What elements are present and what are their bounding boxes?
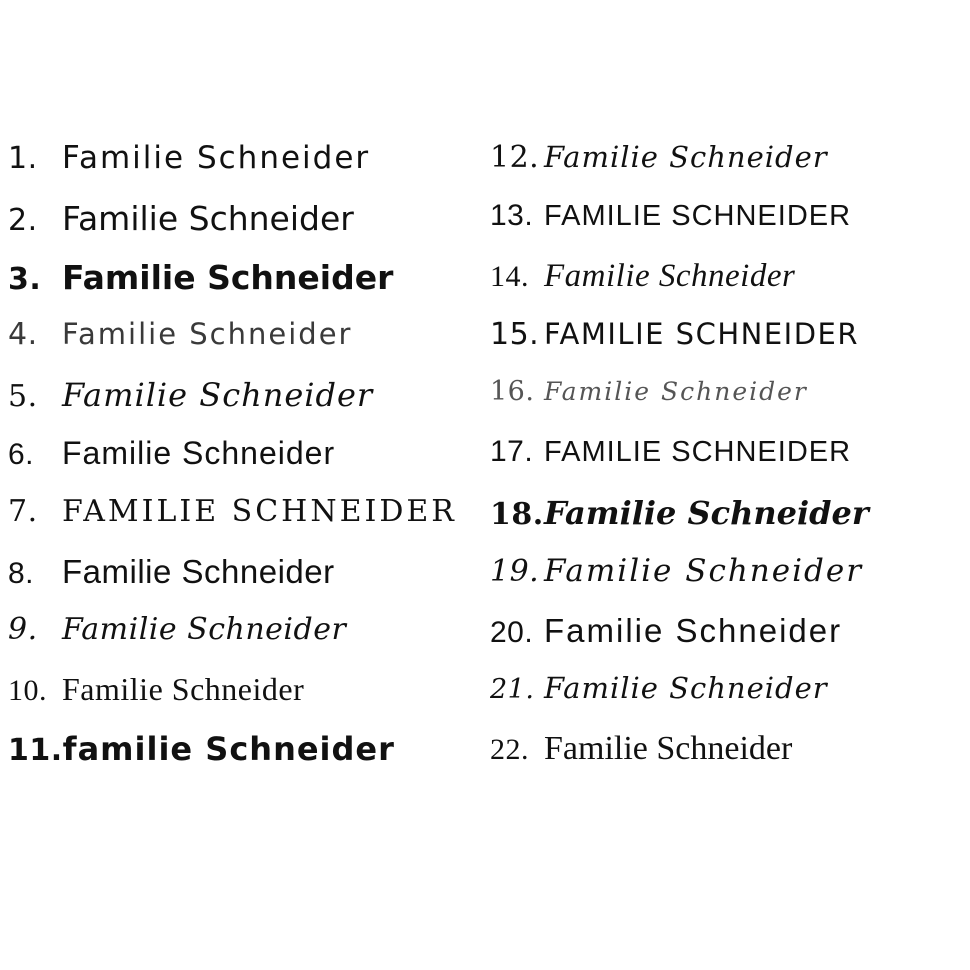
font-sample-row[interactable]: [490, 199, 970, 258]
font-sample-text: Familie Schneider: [62, 199, 354, 238]
font-sample-column-left: [0, 140, 488, 789]
font-sample-text: Familie Schneider: [544, 258, 796, 294]
font-sample-text: Familie Schneider: [62, 435, 336, 471]
font-sample-text: Familie Schneider: [544, 612, 843, 649]
font-sample-row[interactable]: [490, 258, 970, 317]
font-sample-column-right: [488, 140, 970, 789]
font-sample-number: 18.: [490, 497, 544, 532]
font-sample-text: Familie Schneider: [544, 377, 808, 406]
font-sample-number: 12.: [490, 140, 540, 175]
font-sample-number: 13.: [490, 199, 534, 232]
font-sample-text: Familie Schneider: [544, 730, 793, 767]
font-sample-row[interactable]: [490, 553, 970, 612]
font-sample-row[interactable]: [490, 140, 970, 199]
font-sample-text: FAMILIE SCHNEIDER: [62, 494, 457, 529]
font-sample-number: 9.: [8, 612, 38, 647]
font-sample-text: Familie Schneider: [62, 376, 374, 414]
font-sample-text: Familie Schneider: [62, 140, 371, 176]
font-sample-row[interactable]: [490, 376, 970, 435]
font-sample-text: Familie Schneider: [544, 140, 828, 174]
font-sample-row[interactable]: [490, 730, 970, 789]
font-sample-row[interactable]: [490, 671, 970, 730]
font-sample-text: familie Schneider: [62, 730, 395, 768]
font-sample-text: Familie Schneider: [544, 553, 864, 589]
font-sample-row[interactable]: [8, 671, 488, 730]
font-sample-text: FAMILIE SCHNEIDER: [544, 436, 852, 468]
font-sample-number: 14.: [490, 260, 529, 293]
font-sample-number: 4.: [8, 317, 38, 352]
font-sample-number: 21.: [490, 674, 535, 705]
font-sample-row[interactable]: [490, 612, 970, 671]
font-sample-number: 6.: [8, 438, 35, 471]
font-sample-text: Familie Schneider: [544, 494, 869, 532]
font-sample-text: Familie Schneider: [62, 671, 305, 707]
font-sample-row[interactable]: [8, 612, 488, 671]
font-sample-row[interactable]: [8, 730, 488, 789]
font-sample-text: FAMILIE SCHNEIDER: [544, 200, 852, 232]
font-sample-number: 17.: [490, 435, 534, 468]
font-sample-number: 10.: [8, 674, 47, 707]
font-sample-row[interactable]: [8, 376, 488, 435]
font-sample-number: 16.: [490, 376, 535, 407]
font-sample-row[interactable]: [8, 435, 488, 494]
font-sample-text: FAMILIE SCHNEIDER: [544, 317, 860, 351]
font-sample-number: 11.: [8, 733, 63, 768]
font-sample-row[interactable]: [8, 140, 488, 199]
font-sample-number: 15.: [490, 317, 540, 352]
font-sample-row[interactable]: [8, 199, 488, 258]
font-sample-row[interactable]: [490, 317, 970, 376]
font-sample-number: 3.: [8, 262, 42, 297]
font-sample-row[interactable]: [490, 435, 970, 494]
font-sample-row[interactable]: [8, 553, 488, 612]
font-sample-number: 19.: [490, 554, 540, 589]
font-sample-number: 2.: [8, 203, 38, 238]
font-sample-row[interactable]: [8, 317, 488, 376]
font-sample-text: Familie Schneider: [62, 317, 353, 351]
font-sample-text: Familie Schneider: [62, 612, 347, 647]
font-sample-number: 20.: [490, 616, 534, 649]
font-sample-row[interactable]: [8, 258, 488, 317]
font-sample-number: 8.: [8, 557, 35, 590]
font-sample-number: 5.: [8, 379, 38, 414]
font-sample-number: 22.: [490, 733, 529, 766]
font-sample-text: Familie Schneider: [62, 258, 394, 297]
font-sample-text: Familie Schneider: [544, 671, 828, 705]
font-sample-text: Familie Schneider: [62, 553, 335, 590]
font-sample-columns: [0, 140, 970, 789]
font-sample-number: 7.: [8, 494, 38, 529]
font-sample-row[interactable]: [8, 494, 488, 553]
font-sample-number: 1.: [8, 141, 38, 176]
font-sample-row[interactable]: [490, 494, 970, 553]
